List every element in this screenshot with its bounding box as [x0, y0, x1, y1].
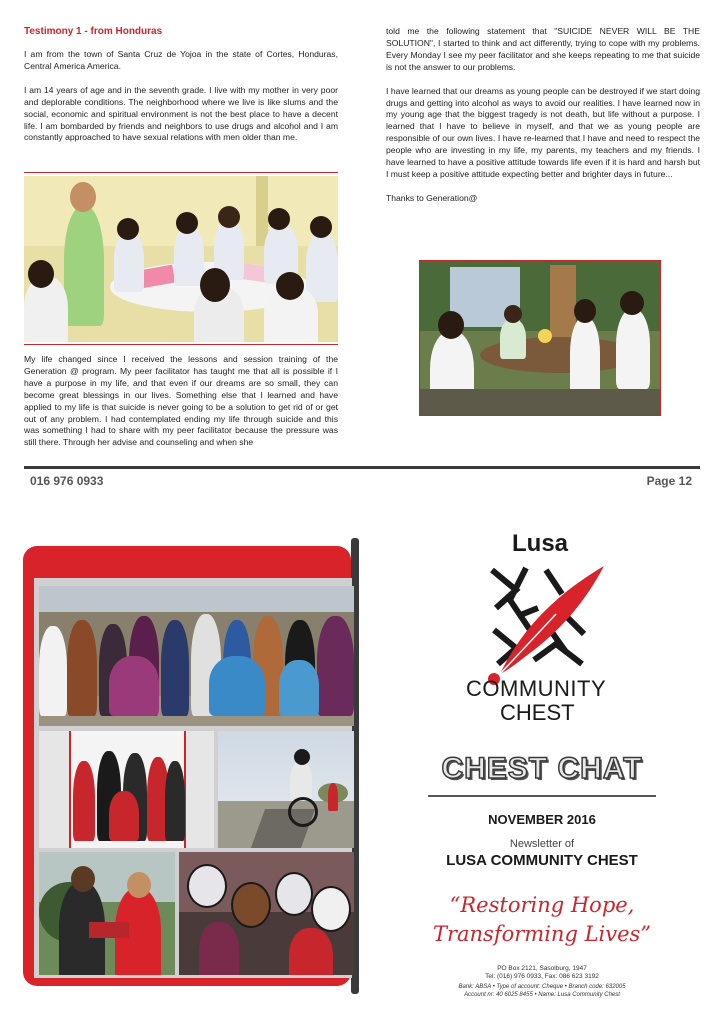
two-people-photo	[39, 852, 175, 975]
left-photo-rule-top	[24, 172, 338, 173]
masthead-rule	[428, 795, 656, 797]
right-paragraph-3: Thanks to Generation@	[386, 192, 478, 203]
issue-date: NOVEMBER 2016	[488, 812, 596, 827]
address-line-1: PO Box 2121, Sasolburg, 1947	[497, 965, 587, 972]
bank-line-2: Account nr: 40 6025 8455 • Name: Lusa Community Chest	[464, 992, 620, 998]
outdoor-group-photo	[419, 260, 661, 416]
classroom-photo	[24, 176, 338, 342]
org-name: LUSA COMMUNITY CHEST	[446, 852, 638, 869]
footer-phone: 016 976 0933	[30, 474, 104, 488]
left-paragraph-2: I am 14 years of age and in the seventh grade. I live with my mother in very poor and deplorable conditions. The neighborhood where we live is like slums and the social, economic and spiritual environment is not the best place to have a decent life. I am bombarded by friends and neighbors to use drugs and alcohol and I am constantly approached to have sexual relations with men older than me.	[24, 84, 338, 143]
slogan-line-1: “Restoring Hope,	[449, 893, 635, 917]
logo-lusa-text: Lusa	[512, 530, 569, 557]
left-paragraph-1: I am from the town of Santa Cruz de Yojoa in the state of Cortes, Honduras, Central America America.	[24, 49, 338, 71]
left-paragraph-3: My life changed since I received the lessons and session training of the Generation @ program. My peer facilitator has taught me that all is possible if I have a purpose in my life, and that even if our dreams are so small, they can become great blessings in our lives. Something else that I learned and have applied to my life is that suicide is never going to be a solution to get rid of or get out of any problem. I had contemplated ending my life through suicide and this was something I had to share with my peer facilitator because the pressure was still there. Through her advise and counseling and when she	[24, 354, 338, 448]
slogan-line-2: Transforming Lives”	[432, 922, 652, 946]
logo-community-text: COMMUNITY	[466, 676, 607, 701]
cyclist-photo	[218, 731, 354, 848]
right-paragraph-1: told me the following statement that "SUICIDE NEVER WILL BE THE SOLUTION", I started to think and act differently, trying to cope with my problems. Every Monday I see my peer facilitator and she keeps repeating to me that suicide is not the answer to our problems.	[386, 26, 700, 72]
masks-photo	[179, 852, 354, 975]
lusa-feather-logo-icon	[486, 560, 606, 676]
masthead-title: CHEST CHAT	[441, 752, 643, 785]
address-line-2: Tel: (016) 976 0933, Fax: 086 623 3192	[485, 973, 599, 980]
bank-line-1: Bank: ABSA • Type of account: Cheque • Branch code: 632005	[458, 984, 626, 990]
group-photo	[39, 586, 354, 726]
footer-page-number: Page 12	[646, 474, 692, 488]
left-column	[24, 26, 338, 144]
left-photo-rule-bottom	[24, 344, 338, 345]
newsletter-of-label: Newsletter of	[509, 838, 575, 850]
award-photo	[39, 731, 214, 848]
footer-rule	[24, 466, 700, 469]
right-paragraph-2: I have learned that our dreams as young people can be destroyed if we start doing drugs and getting into alcohol as ways to avoid our realities. I have learned now in my young age that the biggest tragedy is not death, but life without a purpose. I learned that I have to believe in myself, and that we as young people are responsible of our own lives. I have re-learned that I have and need to respect the people who are investing in my life, my parents, my teachers and my friends. I have learned to have a positive attitude towards life even if it is hard and harsh but I must keep a positive attitude expecting better and brighter days in future...	[386, 85, 700, 179]
testimony-title: Testimony 1 - from Honduras	[24, 26, 163, 37]
right-column	[386, 26, 700, 205]
left-column-continued	[24, 354, 338, 449]
logo-chest-text: CHEST	[500, 700, 575, 725]
